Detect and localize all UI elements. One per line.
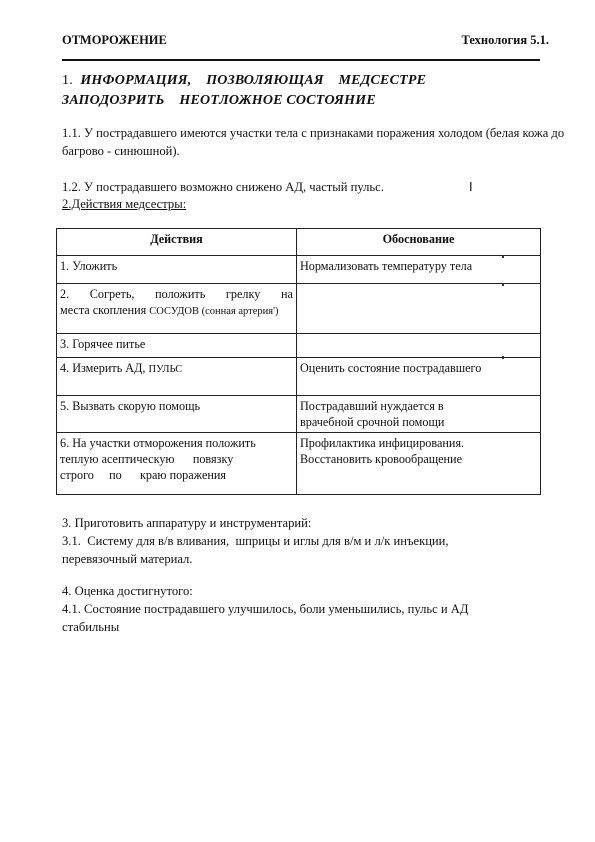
action-line: 6. На участки отморожения положить xyxy=(60,436,256,450)
section3-title: 3. Приготовить аппаратуру и инструментарий: xyxy=(62,516,312,530)
action-cell xyxy=(57,433,297,495)
scan-artifact xyxy=(502,283,504,286)
stray-mark: I xyxy=(469,179,473,194)
reason-line: врачебной срочной помощи xyxy=(300,415,445,429)
table-row xyxy=(57,433,541,495)
table-row xyxy=(57,358,541,396)
reason-cell xyxy=(297,433,541,495)
table-row xyxy=(57,256,541,284)
action-cell xyxy=(57,358,297,396)
reason-cell xyxy=(297,334,541,358)
header-title: ОТМОРОЖЕНИЕ xyxy=(62,33,167,47)
item-1-1-line2: багрово - синюшной). xyxy=(62,144,180,158)
table-row xyxy=(57,396,541,433)
action-cell xyxy=(57,284,297,334)
section3-line1: 3.1. Систему для в/в вливания, шприцы и иглы для в/м и л/к инъекции, xyxy=(62,534,449,548)
action-line xyxy=(60,302,293,320)
action-cell: 1. Уложить xyxy=(57,256,297,284)
action-line xyxy=(60,286,293,302)
section1-number: 1. xyxy=(62,73,73,88)
section4-title: 4. Оценка достигнутого: xyxy=(62,584,193,598)
scan-artifact xyxy=(502,255,504,258)
reason-cell: Оценить состояние пострадавшего xyxy=(297,358,541,396)
item-1-1-line1: 1.1. У пострадавшего имеются участки тела с признаками поражения холодом (белая кожа до xyxy=(62,126,565,140)
word: грелку xyxy=(225,287,261,301)
caps-text: ПУЛЬС xyxy=(148,364,183,375)
header-technology: Технология 5.1. xyxy=(461,33,549,47)
reason-cell xyxy=(297,396,541,433)
header-actions: Действия xyxy=(57,229,297,256)
section4-line1: 4.1. Состояние пострадавшего улучшилось, боли уменьшились, пульс и АД xyxy=(62,602,469,616)
reason-cell: Нормализовать температуру тела xyxy=(297,256,541,284)
scan-artifact xyxy=(502,356,504,359)
section1-heading-text-1: ИНФОРМАЦИЯ, ПОЗВОЛЯЮЩАЯ МЕДСЕСТРЕ xyxy=(80,73,427,88)
word: 2. xyxy=(60,287,70,301)
actions-table xyxy=(56,228,541,495)
action-cell: 3. Горячее питье xyxy=(57,334,297,358)
text: 4. Измерить АД, xyxy=(60,361,149,375)
table-row xyxy=(57,334,541,358)
reason-line: Пострадавший нуждается в xyxy=(300,399,444,413)
small-text: (сонная артерия') xyxy=(199,306,279,317)
action-line: теплую асептическую повязку xyxy=(60,452,234,466)
reason-line: Профилактика инфицирования. xyxy=(300,436,465,450)
table-row xyxy=(57,284,541,334)
section2-title: 2.Действия медсестры: xyxy=(62,197,187,211)
header-rationale: Обоснование xyxy=(297,229,541,256)
section1-heading-line2: ЗАПОДОЗРИТЬ НЕОТЛОЖНОЕ СОСТОЯНИЕ xyxy=(62,93,376,108)
word: Согреть, xyxy=(89,287,135,301)
section3-line2: перевязочный материал. xyxy=(62,552,193,566)
section4-line2: стабильны xyxy=(62,620,120,634)
word: положить xyxy=(155,287,206,301)
action-line: строго по краю поражения xyxy=(60,468,227,482)
caps-text: СОСУДОВ xyxy=(149,306,199,317)
header-rule xyxy=(62,59,540,61)
reason-cell xyxy=(297,284,541,334)
table-header-row xyxy=(57,229,541,256)
section1-heading-line1 xyxy=(62,73,426,89)
item-1-2: 1.2. У пострадавшего возможно снижено АД, частый пульс. xyxy=(62,180,384,194)
reason-line: Восстановить кровообращение xyxy=(300,452,462,466)
text: места скопления xyxy=(60,303,150,317)
action-cell: 5. Вызвать скорую помощь xyxy=(57,396,297,433)
word: на xyxy=(281,287,293,301)
